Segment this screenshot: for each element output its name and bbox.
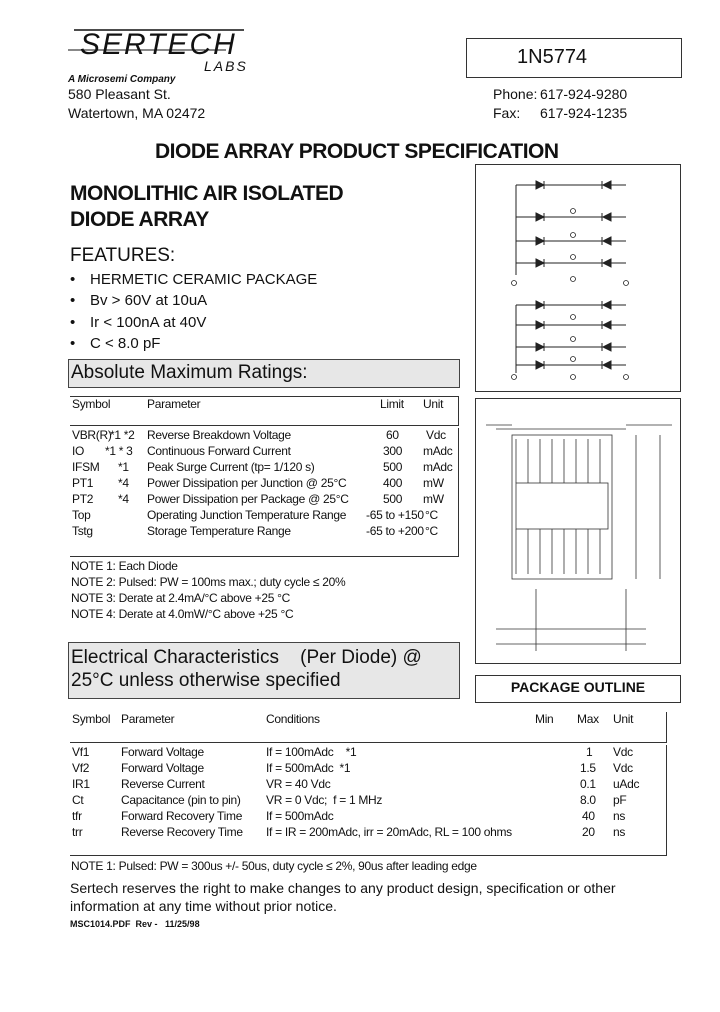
package-outline-label: PACKAGE OUTLINE: [510, 679, 646, 695]
elec-table-body: [70, 745, 667, 856]
table-row: Top Operating Junction Temperature Range -65 to +150 °C: [72, 508, 438, 522]
elec-heading-line-2: 25°C unless otherwise specified: [71, 670, 341, 691]
document-title: DIODE ARRAY PRODUCT SPECIFICATION: [155, 140, 559, 163]
abs-max-heading: Absolute Maximum Ratings:: [71, 362, 308, 383]
part-number-box: [466, 38, 682, 78]
col-limit: Limit: [380, 397, 404, 411]
col-parameter: Parameter: [147, 397, 201, 411]
part-number: 1N5774: [517, 46, 588, 68]
package-outline-icon: [476, 399, 680, 663]
col-unit: Unit: [423, 397, 444, 411]
note-line: NOTE 1: Each Diode: [71, 559, 178, 573]
package-outline-drawing: [475, 398, 681, 664]
abs-max-heading-box: [68, 359, 460, 388]
disclaimer: Sertech reserves the right to make changes to any product design, specification or other information at any time without prior notice.: [70, 880, 616, 914]
col-symbol: Symbol: [72, 397, 111, 411]
note-line: NOTE 2: Pulsed: PW = 100ms max.; duty cycle ≤ 20%: [71, 575, 346, 589]
diode-array-schematic-icon: [476, 165, 680, 391]
col-unit: Unit: [613, 712, 634, 726]
fax-label: Fax:: [493, 105, 521, 121]
phone-label: Phone:: [493, 86, 538, 102]
abs-max-table-body: [70, 428, 459, 557]
table-row: VBR(R) *1 *2 Reverse Breakdown Voltage 60 Vdc: [72, 428, 446, 442]
table-row: Ct Capacitance (pin to pin) VR = 0 Vdc; f = 1 MHz 8.0 pF: [72, 793, 627, 807]
schematic-diagram: [475, 164, 681, 392]
subtitle-line-2: DIODE ARRAY: [70, 208, 209, 231]
table-row: IFSM *1 Peak Surge Current (tp= 1/120 s) 500 mAdc: [72, 460, 453, 474]
subtitle-line-1: MONOLITHIC AIR ISOLATED: [70, 182, 344, 205]
col-conditions: Conditions: [266, 712, 320, 726]
table-row: IO *1 * 3 Continuous Forward Current 300 mAdc: [72, 444, 453, 458]
note-line: NOTE 4: Derate at 4.0mW/°C above +25 °C: [71, 607, 294, 621]
col-min: Min: [535, 712, 554, 726]
col-max: Max: [577, 712, 599, 726]
address-line-2: Watertown, MA 02472: [68, 105, 206, 121]
package-outline-label-box: [475, 675, 681, 703]
features-heading: FEATURES:: [70, 245, 176, 266]
elec-heading-box: [68, 642, 460, 699]
address-line-1: 580 Pleasant St.: [68, 86, 171, 102]
phone-number: 617-924-9280: [540, 86, 628, 102]
col-symbol: Symbol: [72, 712, 111, 726]
elec-table-header: [70, 712, 667, 743]
table-row: Vf1 Forward Voltage If = 100mAdc *1 1 Vdc: [72, 745, 633, 759]
table-row: tfr Forward Recovery Time If = 500mAdc 40 ns: [72, 809, 626, 823]
footer-doc-id: MSC1014.PDF Rev - 11/25/98: [70, 919, 200, 929]
table-row: IR1 Reverse Current VR = 40 Vdc 0.1 uAdc: [72, 777, 640, 791]
table-row: Vf2 Forward Voltage If = 500mAdc *1 1.5 Vdc: [72, 761, 633, 775]
company-logo: [66, 26, 256, 76]
logo-sub-text: LABS: [204, 58, 248, 74]
fax-number: 617-924-1235: [540, 105, 628, 121]
elec-heading-line-1: Electrical Characteristics (Per Diode) @: [71, 647, 422, 668]
elec-note: NOTE 1: Pulsed: PW = 300us +/- 50us, duty cycle ≤ 2%, 90us after leading edge: [71, 859, 477, 873]
note-line: NOTE 3: Derate at 2.4mA/°C above +25 °C: [71, 591, 291, 605]
table-row: Tstg Storage Temperature Range -65 to +200 °C: [72, 524, 438, 538]
table-row: PT1 *4 Power Dissipation per Junction @ 25°C 400 mW: [72, 476, 444, 490]
table-row: trr Reverse Recovery Time If = IR = 200mAdc, irr = 20mAdc, RL = 100 ohms 20 ns: [72, 825, 626, 839]
abs-max-table-header: [70, 396, 459, 426]
table-row: PT2 *4 Power Dissipation per Package @ 25°C 500 mW: [72, 492, 444, 506]
col-parameter: Parameter: [121, 712, 175, 726]
company-tagline: A Microsemi Company: [68, 74, 176, 85]
logo-main-text: SERTECH: [80, 28, 237, 61]
